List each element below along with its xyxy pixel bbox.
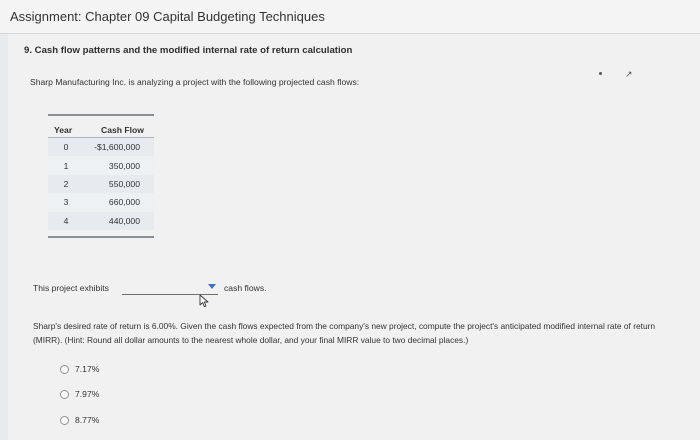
year-cell: 4 (48, 212, 84, 230)
table-row (48, 193, 154, 211)
table-row (48, 175, 154, 193)
year-cell: 2 (48, 175, 84, 193)
cash-flow-cell: 350,000 (84, 156, 154, 174)
year-cell: 3 (48, 193, 84, 211)
radio-unselected-icon[interactable] (60, 416, 69, 425)
assignment-title: Assignment: Chapter 09 Capital Budgeting Techniques (10, 9, 325, 24)
table-row (48, 156, 154, 174)
mirr-option-2[interactable] (60, 389, 99, 399)
expand-arrow-icon: ↗ (625, 69, 633, 79)
mouse-pointer-icon (199, 294, 211, 308)
question-title: 9. Cash flow patterns and the modified internal rate of return calculation (24, 45, 353, 56)
year-cell: 1 (48, 156, 84, 174)
radio-unselected-icon[interactable] (60, 390, 69, 399)
pattern-prompt: This project exhibits (33, 283, 109, 293)
option-label: 8.77% (75, 415, 100, 425)
table-row (48, 138, 154, 157)
year-column-header: Year (48, 114, 84, 138)
cash-flow-cell: 440,000 (84, 212, 154, 230)
cash-flow-cell: -$1,600,000 (84, 138, 154, 157)
option-label: 7.17% (75, 364, 100, 374)
caret-down-icon[interactable] (208, 284, 216, 289)
cash-flow-cell: 550,000 (84, 175, 154, 193)
radio-unselected-icon[interactable] (60, 365, 69, 374)
option-label: 7.97% (75, 389, 100, 399)
dot-marker (599, 72, 602, 75)
mirr-option-3[interactable] (60, 415, 99, 425)
table-bottom-rule (48, 236, 154, 238)
cash-flow-cell: 660,000 (84, 193, 154, 211)
assignment-header (0, 0, 700, 34)
year-cell: 0 (48, 138, 84, 157)
question-intro: Sharp Manufacturing Inc. is analyzing a project with the following projected cash flows: (30, 77, 360, 87)
cash-flow-table (48, 114, 154, 230)
cash-flow-column-header: Cash Flow (84, 114, 154, 138)
mirr-option-1[interactable] (60, 364, 99, 374)
pattern-suffix: cash flows. (224, 283, 267, 293)
table-row (48, 212, 154, 230)
table-header-row (48, 114, 154, 138)
mirr-description: Sharp's desired rate of return is 6.00%. Given the cash flows expected from the company's new project, compute the project's anticipated modified internal rate of return (MIRR). (Hint: Round all dollar amounts to the nearest whole dollar, and your final MIRR value to two decimal places.) (33, 321, 656, 345)
